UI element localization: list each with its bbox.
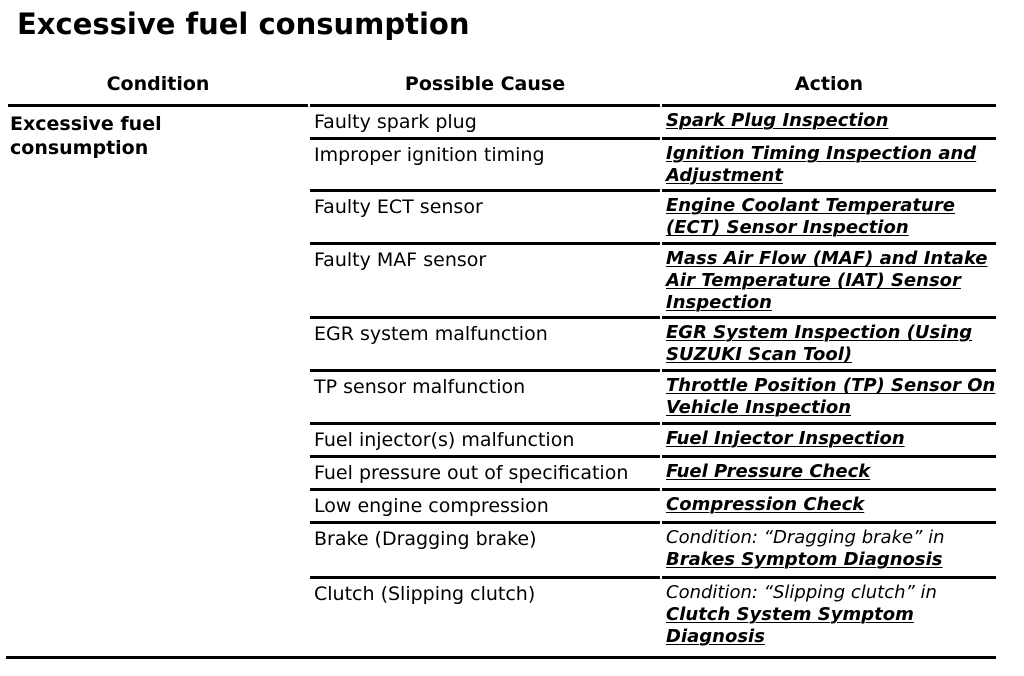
row-rule-action bbox=[662, 242, 996, 245]
cause-cell: Fuel pressure out of specification bbox=[314, 462, 629, 484]
cause-cell: EGR system malfunction bbox=[314, 323, 548, 345]
row-rule-cause bbox=[310, 576, 660, 579]
action-cell bbox=[666, 461, 998, 483]
page-title: Excessive fuel consumption bbox=[17, 7, 470, 41]
action-condition-text: Condition: “Slipping clutch” in bbox=[666, 582, 937, 603]
row-rule-action bbox=[662, 521, 996, 524]
table-bottom-rule bbox=[6, 656, 996, 659]
action-link[interactable]: Ignition Timing Inspection and Adjustment bbox=[666, 143, 977, 186]
table-row bbox=[310, 318, 996, 371]
action-cell bbox=[666, 195, 998, 239]
table-row bbox=[310, 371, 996, 424]
cause-cell: Fuel injector(s) malfunction bbox=[314, 429, 575, 451]
row-rule-cause bbox=[310, 137, 660, 140]
action-link[interactable]: EGR System Inspection (Using SUZUKI Scan Tool) bbox=[666, 322, 973, 365]
row-rule-action bbox=[662, 488, 996, 491]
row-rule-action bbox=[662, 576, 996, 579]
action-cell bbox=[666, 322, 998, 366]
table-row bbox=[310, 490, 996, 523]
table-row bbox=[310, 578, 996, 656]
action-cell bbox=[666, 375, 998, 419]
cause-cell: Clutch (Slipping clutch) bbox=[314, 583, 536, 605]
row-rule-cause bbox=[310, 455, 660, 458]
cause-cell: Faulty ECT sensor bbox=[314, 196, 483, 218]
action-cell bbox=[666, 110, 998, 132]
row-rule-cause bbox=[310, 242, 660, 245]
row-rule-action bbox=[662, 369, 996, 372]
action-cell bbox=[666, 494, 998, 516]
cause-cell: Brake (Dragging brake) bbox=[314, 528, 537, 550]
row-rule-cause bbox=[310, 369, 660, 372]
table-row bbox=[310, 523, 996, 578]
cause-cell: Faulty MAF sensor bbox=[314, 249, 487, 271]
action-link[interactable]: Throttle Position (TP) Sensor On Vehicle Inspection bbox=[666, 375, 996, 418]
action-link[interactable]: Brakes Symptom Diagnosis bbox=[666, 549, 943, 570]
row-rule-action bbox=[662, 455, 996, 458]
table-row bbox=[310, 139, 996, 191]
action-condition-text: Condition: “Dragging brake” in bbox=[666, 527, 945, 548]
row-rule-cause bbox=[310, 422, 660, 425]
row-rule-action bbox=[662, 316, 996, 319]
row-rule-action bbox=[662, 189, 996, 192]
row-rule-action bbox=[662, 422, 996, 425]
row-rule-cause bbox=[310, 521, 660, 524]
action-link[interactable]: Mass Air Flow (MAF) and Intake Air Temperature (IAT) Sensor Inspection bbox=[666, 248, 988, 313]
table-row bbox=[310, 424, 996, 457]
cause-cell: Faulty spark plug bbox=[314, 111, 477, 133]
action-cell bbox=[666, 248, 998, 314]
action-link[interactable]: Engine Coolant Temperature (ECT) Sensor Inspection bbox=[666, 195, 955, 238]
row-rule-cause bbox=[310, 488, 660, 491]
table-row bbox=[310, 106, 996, 139]
header-possible-cause: Possible Cause bbox=[404, 73, 566, 95]
action-link[interactable]: Spark Plug Inspection bbox=[666, 110, 889, 131]
action-link[interactable]: Clutch System Symptom Diagnosis bbox=[666, 604, 914, 647]
header-action: Action bbox=[794, 73, 864, 95]
action-cell bbox=[666, 582, 998, 648]
header-rule-condition bbox=[8, 104, 308, 107]
action-cell bbox=[666, 143, 998, 187]
cause-cell: TP sensor malfunction bbox=[314, 376, 526, 398]
action-cell bbox=[666, 428, 998, 450]
row-rule-action bbox=[662, 137, 996, 140]
action-link[interactable]: Fuel Pressure Check bbox=[666, 461, 871, 482]
table-row bbox=[310, 191, 996, 244]
header-condition: Condition bbox=[106, 73, 210, 95]
action-cell bbox=[666, 527, 998, 571]
cause-cell: Low engine compression bbox=[314, 495, 549, 517]
table-row bbox=[310, 457, 996, 490]
row-rule-cause bbox=[310, 189, 660, 192]
condition-cell: Excessive fuel consumption bbox=[10, 113, 162, 159]
cause-cell: Improper ignition timing bbox=[314, 144, 545, 166]
table-row bbox=[310, 244, 996, 318]
action-link[interactable]: Compression Check bbox=[666, 494, 865, 515]
action-link[interactable]: Fuel Injector Inspection bbox=[666, 428, 905, 449]
row-rule-cause bbox=[310, 316, 660, 319]
